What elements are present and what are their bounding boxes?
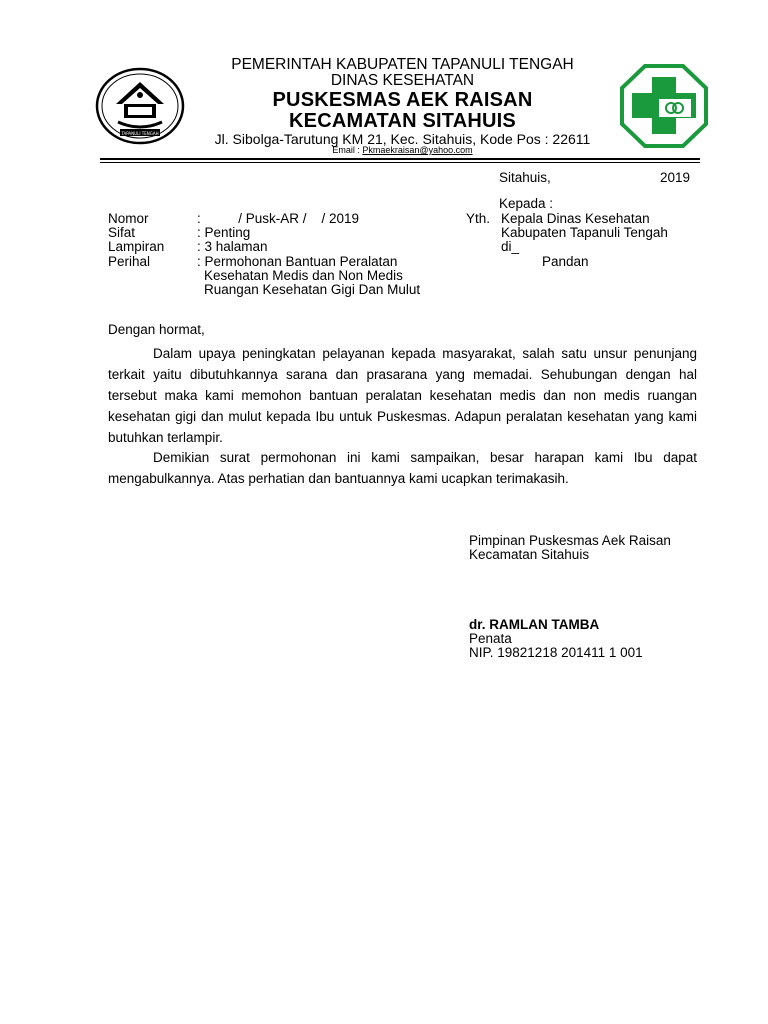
lampiran-label: Lampiran xyxy=(108,239,165,254)
sifat-label: Sifat xyxy=(108,225,136,240)
recipient-kepada: Kepada : xyxy=(499,196,554,211)
date-place: Sitahuis, xyxy=(499,170,551,185)
perihal-value-line2: Kesehatan Medis dan Non Medis xyxy=(204,268,403,283)
lampiran-value: : 3 halaman xyxy=(197,239,268,254)
email-link[interactable]: Pkmaekraisan@yahoo.com xyxy=(362,145,473,155)
header-district: KECAMATAN SITAHUIS xyxy=(289,110,516,132)
perihal-value-line3: Ruangan Kesehatan Gigi Dan Mulut xyxy=(204,282,421,297)
header-address: Jl. Sibolga-Tarutung KM 21, Kec. Sitahuis, Kode Pos : 22611 xyxy=(214,131,591,147)
nomor-label: Nomor xyxy=(108,211,149,226)
body-paragraph-2: Demikian surat permohonan ini kami sampaikan, besar harapan kami Ibu dapat mengabulkannya. Atas perhatian dan bantuannya kami ucapkan terimakasih. xyxy=(108,450,697,486)
svg-text:TAPANULI TENGAH: TAPANULI TENGAH xyxy=(121,131,159,136)
signature-title-2: Kecamatan Sitahuis xyxy=(469,547,590,562)
signature-title-1: Pimpinan Puskesmas Aek Raisan xyxy=(469,533,671,548)
signature-name: dr. RAMLAN TAMBA xyxy=(469,617,600,632)
email-label: Email : xyxy=(332,145,363,155)
recipient-city: Pandan xyxy=(542,254,589,269)
puskesmas-cross-logo xyxy=(619,63,709,149)
recipient-line2: Kabupaten Tapanuli Tengah xyxy=(501,225,668,240)
header-government: PEMERINTAH KABUPATEN TAPANULI TENGAH xyxy=(231,56,574,73)
perihal-label: Perihal xyxy=(108,254,151,269)
greeting: Dengan hormat, xyxy=(108,322,205,337)
perihal-value-line1: : Permohonan Bantuan Peralatan xyxy=(197,254,398,269)
header-department: DINAS KESEHATAN xyxy=(330,72,475,89)
date-year: 2019 xyxy=(660,170,691,185)
recipient-di: di_ xyxy=(501,239,520,254)
header-rule-thin xyxy=(100,162,700,163)
signature-nip: NIP. 19821218 201411 1 001 xyxy=(469,645,643,660)
header-rule-thick xyxy=(100,158,700,160)
header-institution: PUSKESMAS AEK RAISAN xyxy=(272,89,533,111)
signature-rank: Penata xyxy=(469,631,512,646)
nomor-value: : / Pusk-AR / / 2019 xyxy=(197,211,360,226)
regency-seal-logo xyxy=(94,66,186,146)
sifat-value: : Penting xyxy=(197,225,251,240)
body-paragraph-1: Dalam upaya peningkatan pelayanan kepada masyarakat, salah satu unsur penunjang terkait yaitu dibutuhkannya sarana dan prasarana yang memadai. Sehubungan dengan hal tersebut maka kami memohon bantuan peralatan kesehatan medis dan non medis ruangan kesehatan gigi dan mulut kepada Ibu untuk Puskesmas. Adapun peralatan kesehatan yang kami butuhkan terlampir. xyxy=(108,346,697,445)
recipient-line1: Kepala Dinas Kesehatan xyxy=(501,211,650,226)
recipient-yth: Yth. xyxy=(466,211,491,226)
header-email xyxy=(180,145,625,155)
